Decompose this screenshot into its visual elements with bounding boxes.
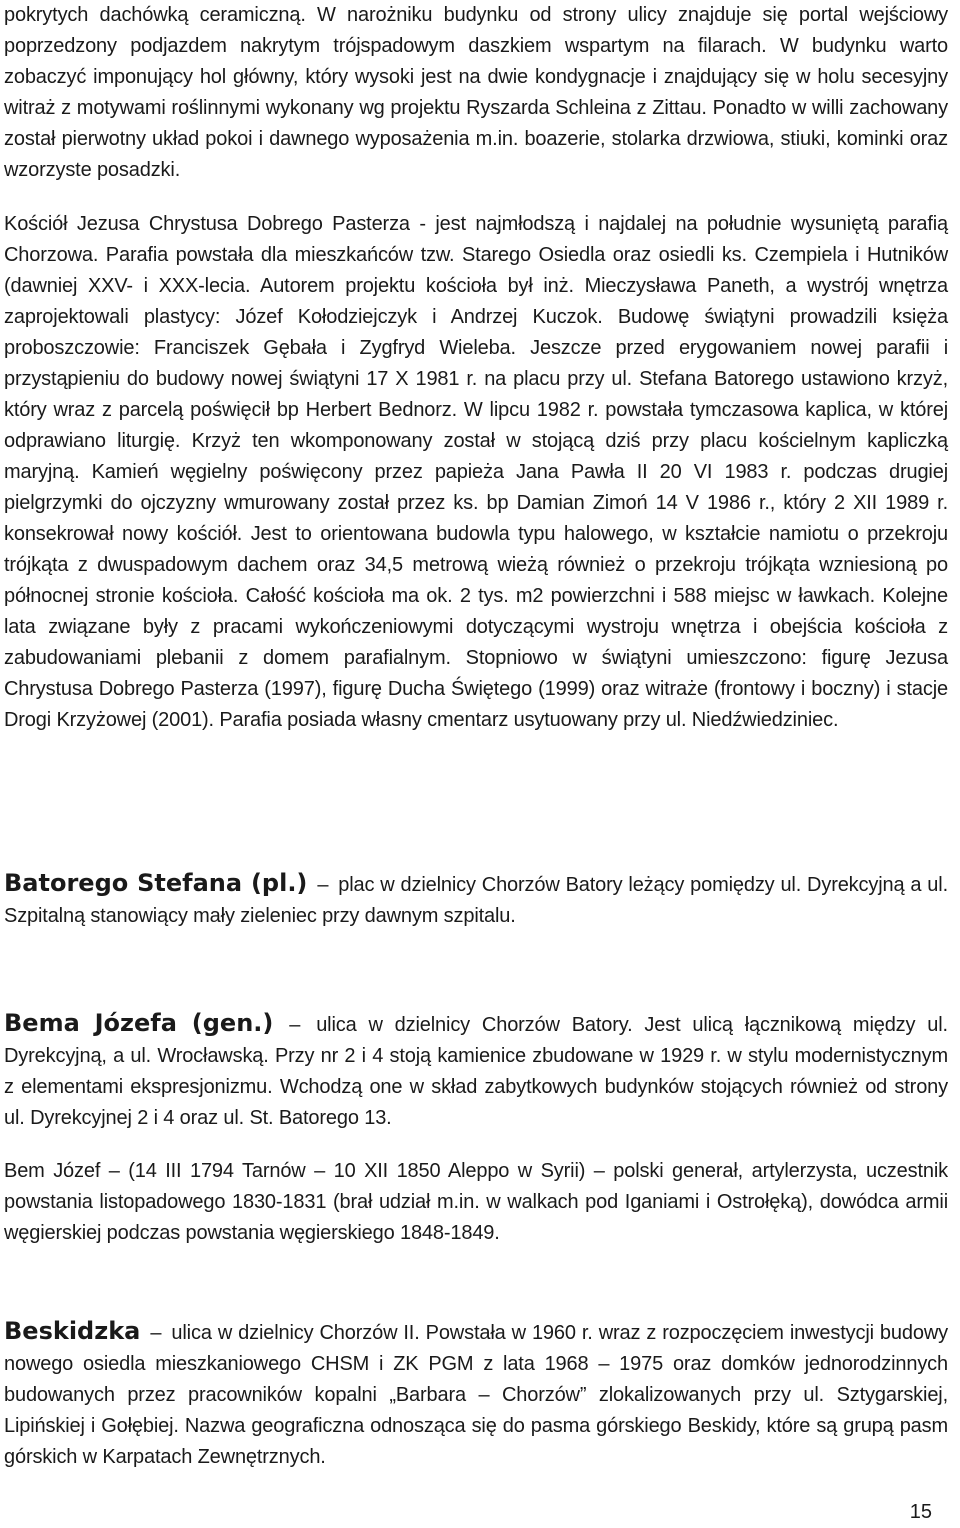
entry-beskidzka xyxy=(4,1316,948,1473)
entry-text-beskidzka: ulica w dzielnicy Chorzów II. Powstała w 1960 r. wraz z rozpoczęciem inwestycji budowy nowego osiedla mieszkaniowego CHSM i ZK PGM z lata 1968 – 1975 oraz domków jednorodzinnych budowanych przez pracowników kopalni „Barbara – Chorzów” zlokalizowanych przy ul. Sztygarskiej, Lipińskiej i Gołębiej. Nazwa geograficzna odnosząca się do pasma górskiego Beskidy, które są grupą pasm górskich w Karpatach Zewnętrznych. xyxy=(4,1322,948,1468)
entry-batorego-stefana xyxy=(4,868,948,932)
page-number: 15 xyxy=(909,1501,932,1523)
paragraph-bem-biography: Bem Józef – (14 III 1794 Tarnów – 10 XII 1850 Aleppo w Syrii) – polski generał, artylerzysta, uczestnik powstania listopadowego 1830-1831 (brał udział m.in. w walkach pod Iganiami i Ostrołęką), dowódca armii węgierskiej podczas powstania węgierskiego 1848-1849. xyxy=(4,1160,948,1244)
entry-heading-bema: Bema Józefa (gen.) xyxy=(4,1009,274,1037)
entry-heading-beskidzka: Beskidzka xyxy=(4,1317,141,1345)
entry-text-bema: ulica w dzielnicy Chorzów Batory. Jest ulicą łącznikową między ul. Dyrekcyjną, a ul. Wrocławską. Przy nr 2 i 4 stoją kamienice zbudowane w 1929 r. w stylu modernistycznym z elementami ekspresjonizmu. Wchodzą one w skład zabytkowych budynków stojących również od strony ul. Dyrekcyjnej 2 i 4 oraz ul. St. Batorego 13. xyxy=(4,1014,948,1129)
entry-text-batorego: plac w dzielnicy Chorzów Batory leżący pomiędzy ul. Dyrekcyjną a ul. Szpitalną stanowiący mały zieleniec przy dawnym szpitalu. xyxy=(4,874,948,927)
entry-dash: – xyxy=(150,1322,162,1344)
entry-dash: – xyxy=(317,874,329,896)
paragraph-villa-description: pokrytych dachówką ceramiczną. W narożniku budynku od strony ulicy znajduje się portal wejściowy poprzedzony podjazdem nakrytym trójspadowym daszkiem wspartym na filarach. W budynku warto zobaczyć imponujący hol główny, który wysoki jest na dwie kondygnacje i znajdujący się w holu secesyjny witraż z motywami roślinnymi wykonany wg projektu Ryszarda Schleina z Zittau. Ponadto w willi zachowany został pierwotny układ pokoi i dawnego wyposażenia m.in. boazerie, stolarka drzwiowa, stiuki, kominki oraz wzorzyste posadzki. xyxy=(4,4,948,181)
paragraph-church-history: Kościół Jezusa Chrystusa Dobrego Pasterza - jest najmłodszą i najdalej na południe wysuniętą parafią Chorzowa. Parafia powstała dla mieszkańców tzw. Starego Osiedla oraz osiedli ks. Czempiela i Hutników (dawniej XXV- i XXX-lecia. Autorem projektu kościoła był inż. Mieczysława Paneth, a wystrój wnętrza zaprojektowali plastycy: Józef Kołodziejczyk i Andrzej Kuczok. Budowę świątyni prowadzili księża proboszczowie: Franciszek Gębała i Zygfryd Wieleba. Jeszcze przed erygowaniem nowej parafii i przystąpieniu do budowy nowej świątyni 17 X 1981 r. na placu przy ul. Stefana Batorego ustawiono krzyż, który wraz z parcelą poświęcił bp Herbert Bednorz. W lipcu 1982 r. powstała tymczasowa kaplica, w której odprawiano liturgię. Krzyż ten wkomponowany został w stojącą dziś przy placu kościelnym kapliczką maryjną. Kamień węgielny poświęcony przez papieża Jana Pawła II 20 VI 1983 r. podczas drugiej pielgrzymki do ojczyzny wmurowany został przez ks. bp Damian Zimoń 14 V 1986 r., który 2 XII 1989 r. konsekrował nowy kościół. Jest to orientowana budowla typu halowego, w kształcie namiotu o przekroju trójkąta z dwuspadowym dachem oraz 34,5 metrową wieżą również o przekroju trójkąta wzniesioną po północnej stronie kościoła. Całość kościoła ma ok. 2 tys. m2 powierzchni i 588 miejsc w ławkach. Kolejne lata związane były z pracami wykończeniowymi dotyczącymi wystroju wnętrza i obejścia kościoła z zabudowaniami plebanii z domem parafialnym. Stopniowo w świątyni umieszczono: figurę Jezusa Chrystusa Dobrego Pasterza (1997), figurę Ducha Świętego (1999) oraz witraże (frontowy i boczny) i stacje Drogi Krzyżowej (2001). Parafia posiada własny cmentarz usytuowany przy ul. Niedźwiedziniec. xyxy=(4,213,948,731)
entry-bema-jozefa xyxy=(4,1008,948,1134)
document-page xyxy=(4,0,948,1528)
entry-dash: – xyxy=(289,1014,301,1036)
entry-heading-batorego: Batorego Stefana (pl.) xyxy=(4,869,308,897)
